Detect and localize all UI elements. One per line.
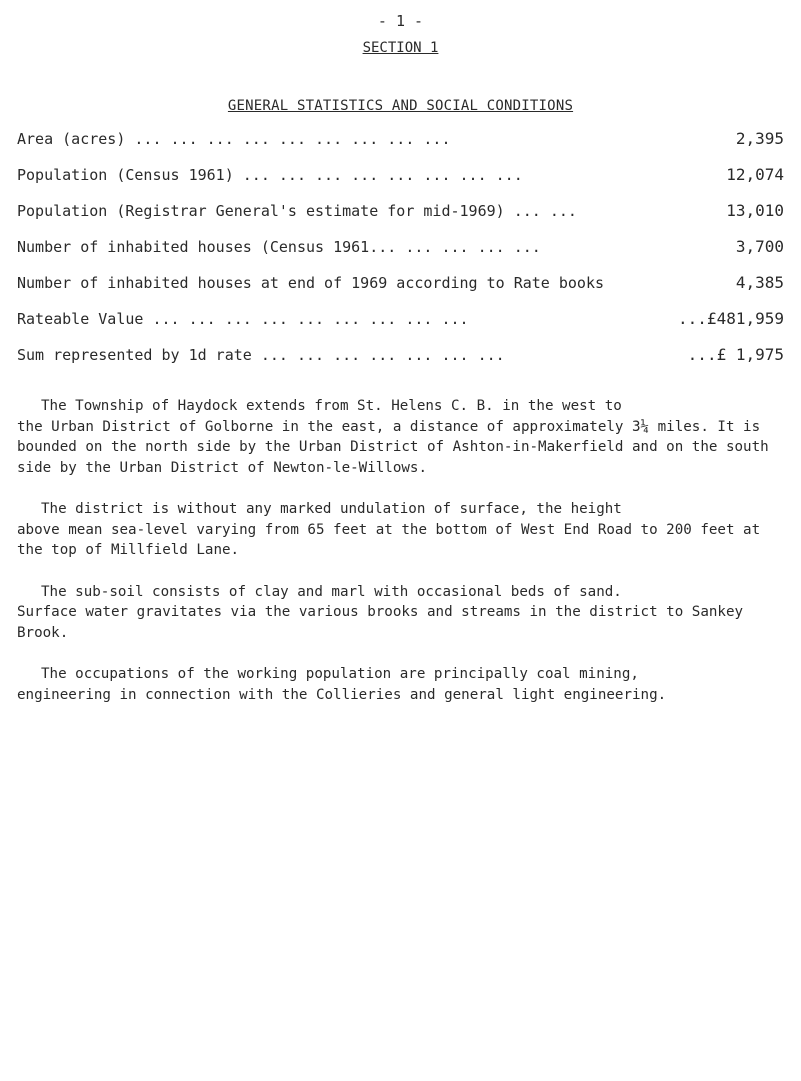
stat-row-houses-rate-books	[17, 272, 792, 308]
paragraph-first-line: The Township of Haydock extends from St. Helens C. B. in the west to	[41, 398, 622, 414]
stat-label: Number of inhabited houses at end of 1969 according to Rate books	[17, 274, 604, 292]
stat-label: Sum represented by 1d rate ... ... ... ... ... ... ...	[17, 346, 505, 364]
stat-row-population-estimate	[17, 200, 792, 236]
stat-label: Population (Registrar General's estimate for mid-1969) ... ...	[17, 202, 577, 220]
stat-row-area	[17, 128, 792, 164]
page-heading	[0, 98, 801, 114]
paragraph-occupations	[17, 664, 787, 705]
stat-value: 13,010	[726, 201, 784, 220]
paragraph-first-line: The district is without any marked undulation of surface, the height	[41, 501, 622, 517]
paragraph-first-line: The occupations of the working population are principally coal mining,	[41, 666, 639, 682]
section-title	[0, 40, 801, 56]
stat-row-rateable-value	[17, 308, 792, 344]
paragraph-first-line: The sub-soil consists of clay and marl with occasional beds of sand.	[41, 583, 622, 600]
stat-label: Area (acres) ... ... ... ... ... ... ... ... ...	[17, 130, 451, 148]
stat-row-penny-rate	[17, 344, 792, 380]
stat-value: ...£ 1,975	[687, 345, 784, 364]
stat-value: 2,395	[735, 129, 784, 148]
stat-value: 3,700	[735, 237, 784, 256]
stat-label: Rateable Value ... ... ... ... ... ... ... ... ...	[17, 310, 469, 328]
paragraph-subsoil	[17, 582, 787, 644]
stat-row-population-census	[17, 164, 792, 200]
stat-value: ...£481,959	[678, 309, 784, 328]
paragraph-surface	[17, 499, 787, 561]
paragraph-continuation: engineering in connection with the Collieries and general light engineering.	[17, 686, 667, 703]
paragraph-township	[17, 396, 787, 478]
section-title-text: SECTION 1	[362, 40, 439, 56]
stat-label: Population (Census 1961) ... ... ... ... ... ... ... ...	[17, 166, 523, 184]
statistics-list	[17, 128, 792, 380]
paragraph-continuation: above mean sea-level varying from 65 feet at the bottom of West End Road to 200 feet at the top of Millfield Lane.	[17, 521, 761, 558]
page-heading-text: GENERAL STATISTICS AND SOCIAL CONDITIONS	[227, 98, 574, 114]
body-text	[17, 396, 787, 726]
paragraph-continuation: Surface water gravitates via the various brooks and streams in the district to Sankey Brook.	[17, 604, 744, 641]
stat-label: Number of inhabited houses (Census 1961... ... ... ... ...	[17, 238, 541, 256]
paragraph-continuation: the Urban District of Golborne in the east, a distance of approximately 3¼ miles. It is bounded on the north side by the Urban District of Ashton-in-Makerfield and on the south side by the Urban District of Newton-le-Willows.	[17, 418, 769, 476]
page-number: - 1 -	[377, 12, 424, 30]
stat-value: 12,074	[726, 165, 784, 184]
stat-value: 4,385	[735, 273, 784, 292]
stat-row-houses-census	[17, 236, 792, 272]
